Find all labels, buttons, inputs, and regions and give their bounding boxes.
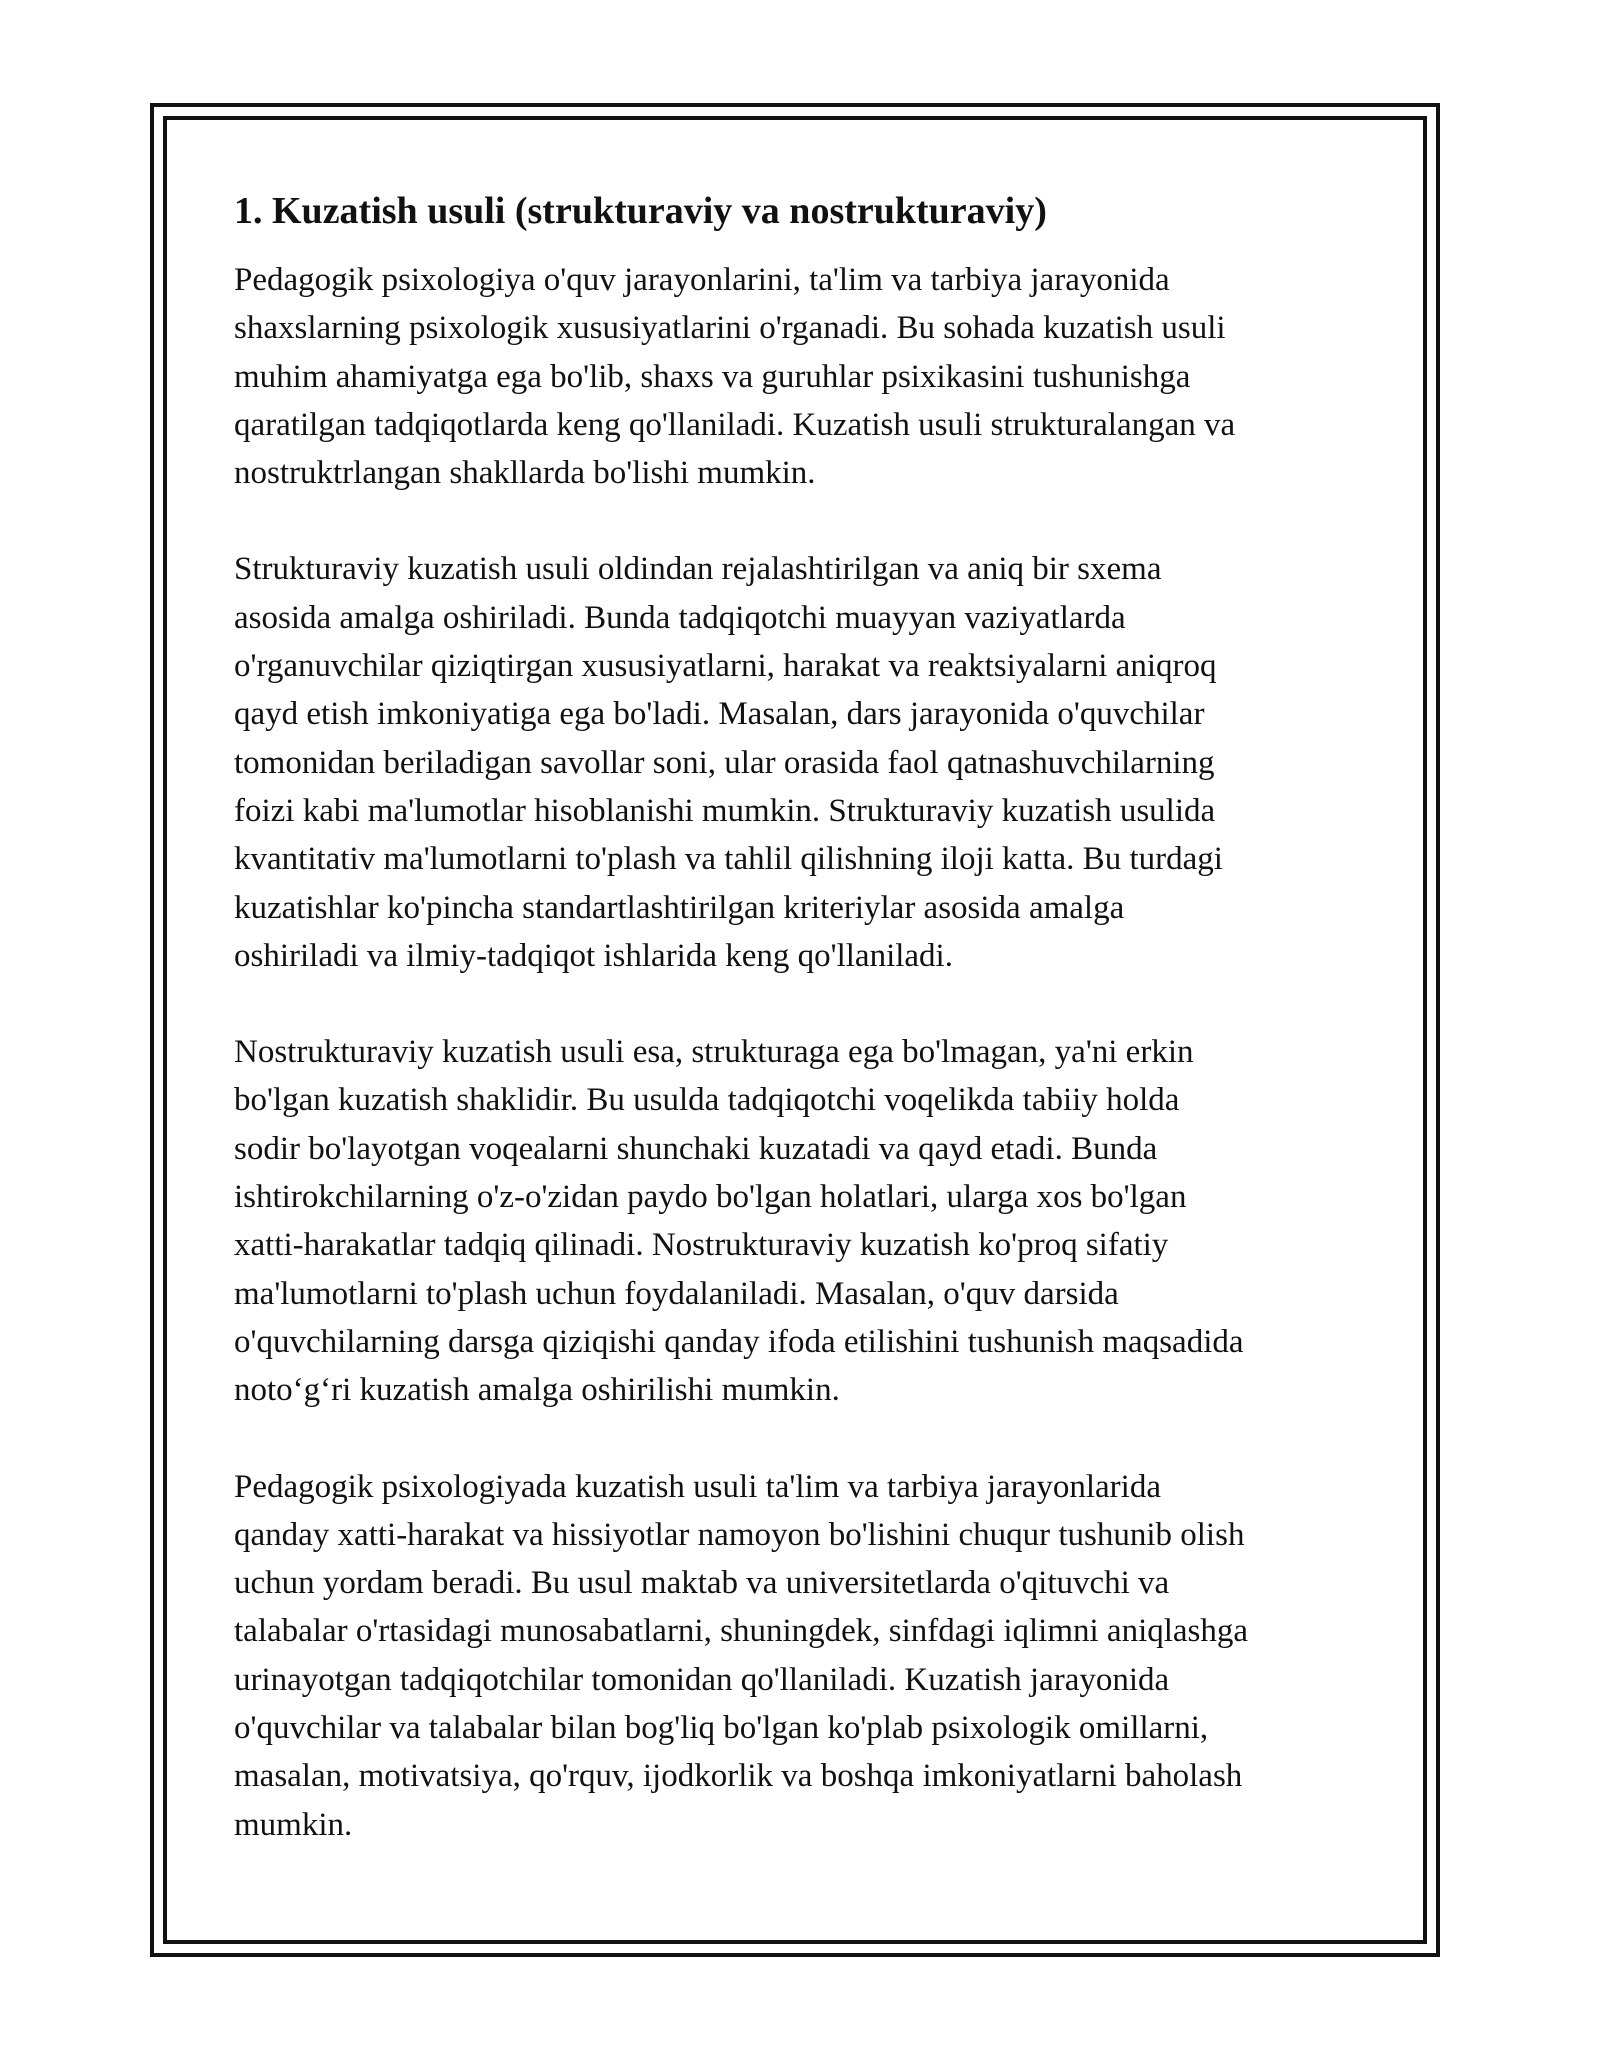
paragraph-line: sodir bo'layotgan voqealarni shunchaki kuzatadi va qayd etadi. Bunda: [234, 1130, 1158, 1167]
paragraph-conclusion: [234, 1463, 1384, 1849]
paragraph-line: masalan, motivatsiya, qo'rquv, ijodkorlik va boshqa imkoniyatlarni baholash: [234, 1758, 1243, 1795]
paragraph-line: muhim ahamiyatga ega bo'lib, shaxs va guruhlar psixikasini tushunishga: [234, 358, 1191, 395]
paragraph-line: talabalar o'rtasidagi munosabatlarni, shuningdek, sinfdagi iqlimni aniqlashga: [234, 1613, 1249, 1650]
paragraph-line: o'rganuvchilar qiziqtirgan xususiyatlarni, harakat va reaktsiyalarni aniqroq: [234, 648, 1217, 685]
paragraph-line: kvantitativ ma'lumotlarni to'plash va tahlil qilishning iloji katta. Bu turdagi: [234, 841, 1223, 878]
paragraph-line: bo'lgan kuzatish shaklidir. Bu usulda tadqiqotchi voqelikda tabiiy holda: [234, 1082, 1180, 1119]
paragraph-line: Nostrukturaviy kuzatish usuli esa, strukturaga ega bo'lmagan, ya'ni erkin: [234, 1034, 1194, 1071]
paragraph-line: oshiriladi va ilmiy-tadqiqot ishlarida keng qo'llaniladi.: [234, 937, 953, 974]
paragraph-line: uchun yordam beradi. Bu usul maktab va universitetlarda o'qituvchi va: [234, 1565, 1170, 1602]
paragraph-line: qanday xatti-harakat va hissiyotlar namoyon bo'lishini chuqur tushunib olish: [234, 1516, 1245, 1553]
paragraph-line: Strukturaviy kuzatish usuli oldindan rejalashtirilgan va aniq bir sxema: [234, 551, 1162, 588]
paragraph-line: Pedagogik psixologiyada kuzatish usuli ta'lim va tarbiya jarayonlarida: [234, 1468, 1161, 1505]
paragraph-line: nostruktrlangan shakllarda bo'lishi mumkin.: [234, 455, 816, 492]
paragraph-structured: [234, 545, 1384, 980]
paragraph-line: qayd etish imkoniyatiga ega bo'ladi. Masalan, dars jarayonida o'quvchilar: [234, 696, 1205, 733]
paragraph-line: o'quvchilar va talabalar bilan bog'liq bo'lgan ko'plab psixologik omillarni,: [234, 1710, 1209, 1747]
paragraph-line: tomonidan beriladigan savollar soni, ular orasida faol qatnashuvchilarning: [234, 744, 1215, 781]
paragraph-line: qaratilgan tadqiqotlarda keng qo'llaniladi. Kuzatish usuli strukturalangan va: [234, 406, 1236, 443]
paragraph-line: noto‘g‘ri kuzatish amalga oshirilishi mumkin.: [234, 1372, 840, 1409]
paragraph-line: ma'lumotlarni to'plash uchun foydalaniladi. Masalan, o'quv darsida: [234, 1275, 1119, 1312]
paragraph-line: shaxslarning psixologik xususiyatlarini o'rganadi. Bu sohada kuzatish usuli: [234, 310, 1226, 347]
paragraph-line: kuzatishlar ko'pincha standartlashtirilgan kriteriylar asosida amalga: [234, 889, 1125, 926]
paragraph-line: ishtirokchilarning o'z-o'zidan paydo bo'lgan holatlari, ularga xos bo'lgan: [234, 1179, 1187, 1216]
document-content: [234, 188, 1384, 1897]
paragraph-line: Pedagogik psixologiya o'quv jarayonlarini, ta'lim va tarbiya jarayonida: [234, 262, 1170, 298]
paragraph-intro: [234, 256, 1384, 497]
paragraph-line: mumkin.: [234, 1806, 353, 1843]
paragraph-unstructured: [234, 1028, 1384, 1414]
paragraph-line: urinayotgan tadqiqotchilar tomonidan qo'llaniladi. Kuzatish jarayonida: [234, 1661, 1170, 1698]
paragraph-line: o'quvchilarning darsga qiziqishi qanday ifoda etilishini tushunish maqsadida: [234, 1323, 1244, 1360]
paragraph-line: foizi kabi ma'lumotlar hisoblanishi mumkin. Strukturaviy kuzatish usulida: [234, 792, 1216, 829]
section-heading: 1. Kuzatish usuli (strukturaviy va nostrukturaviy): [234, 190, 1047, 232]
paragraph-line: xatti-harakatlar tadqiq qilinadi. Nostrukturaviy kuzatish ko'proq sifatiy: [234, 1227, 1169, 1264]
paragraph-line: asosida amalga oshiriladi. Bunda tadqiqotchi muayyan vaziyatlarda: [234, 599, 1126, 636]
